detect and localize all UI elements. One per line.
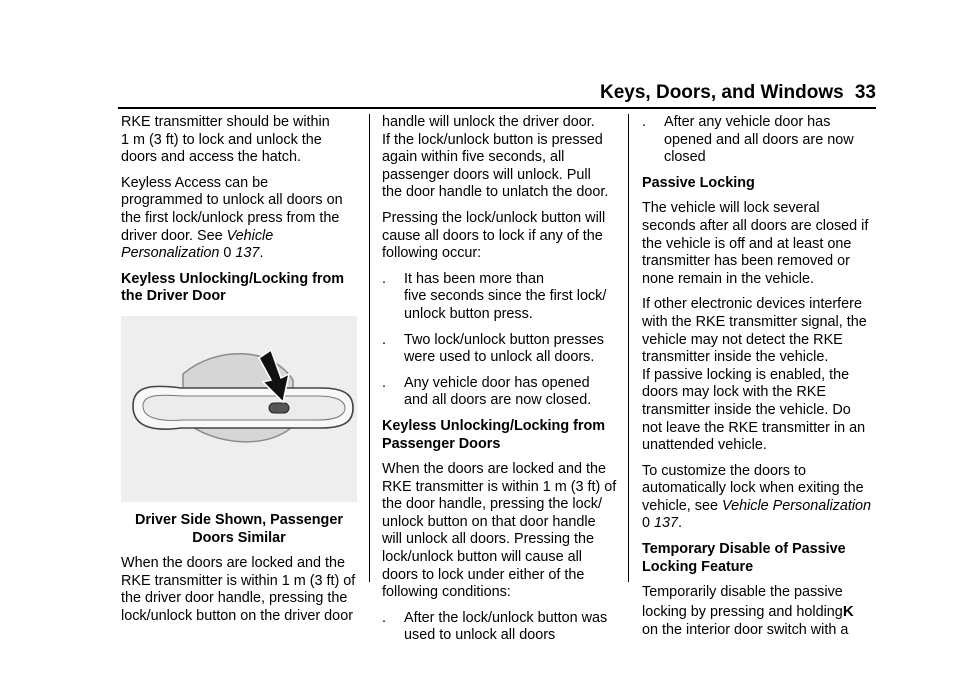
paragraph: Keyless Access can be programmed to unlock all doors on the first lock/unlock press from the driver door. See Vehicle Personalization 0 137. <box>121 174 343 262</box>
section-heading: Keyless Unlocking/Locking from the Driver Door <box>121 270 345 305</box>
paragraph: Pressing the lock/unlock button will cause all doors to lock if any of the following occur: <box>382 209 606 262</box>
bullet-marker: . <box>382 331 386 348</box>
header-rule <box>118 107 876 109</box>
bullet-marker: . <box>642 114 646 130</box>
column-divider-1 <box>369 114 370 582</box>
section-title: Keys, Doors, and Windows <box>600 82 844 103</box>
list-item: . After any vehicle door has opened and all doors are now closed <box>642 114 854 166</box>
paragraph: To customize the doors to automatically lock when exiting the vehicle, see Vehicle Personalization 0 137. <box>642 462 872 532</box>
page-number: 33 <box>854 82 876 103</box>
paragraph: Temporarily disable the passive locking by pressing and holdingK on the interior door switch with a <box>642 584 854 638</box>
bullet-marker: . <box>382 270 386 287</box>
cross-reference-link[interactable]: Vehicle Personalization <box>722 497 872 514</box>
cross-reference-link[interactable]: Vehicle <box>226 227 274 244</box>
column-divider-2 <box>628 114 629 582</box>
paragraph: handle will unlock the driver door. If the lock/unlock button is pressed again within five seconds, all passenger doors will unlock. Pull the door handle to unlatch the door. <box>382 114 609 201</box>
bullet-marker: . <box>382 374 386 391</box>
section-heading: Keyless Unlocking/Locking from Passenger Doors <box>382 417 606 452</box>
column-2 <box>382 114 617 653</box>
list-item: . It has been more than five seconds since the first lock/ unlock button press. <box>382 270 607 322</box>
page-reference-icon: 0 <box>642 515 651 532</box>
section-heading: Temporary Disable of Passive Locking Feature <box>642 541 846 575</box>
paragraph: RKE transmitter should be within 1 m (3 ft) to lock and unlock the doors and access the hatch. <box>121 114 330 166</box>
paragraph: When the doors are locked and the RKE transmitter is within 1 m (3 ft) of the driver door handle, pressing the lock/unlock button on the driver door <box>121 555 356 624</box>
bullet-marker: . <box>382 609 386 626</box>
cross-reference-link[interactable]: Personalization <box>121 245 220 262</box>
paragraph: If other electronic devices interfere with the RKE transmitter signal, the vehicle may not detect the RKE transmitter inside the vehicle. If passive locking is enabled, the doors may lock with the RKE transmitter inside the vehicle. Do not leave the RKE transmitter in an unattended vehicle. <box>642 296 867 454</box>
lock-icon: K <box>842 602 854 620</box>
column-1 <box>121 114 357 634</box>
page-header <box>600 82 876 106</box>
section-heading: Passive Locking <box>642 174 755 191</box>
list-item: . Two lock/unlock button presses were used to unlock all doors. <box>382 331 604 366</box>
figure-caption: Driver Side Shown, Passenger Doors Similar <box>135 511 343 546</box>
paragraph: The vehicle will lock several seconds after all doors are closed if the vehicle is off and at least one transmitter has been removed or none remain in the vehicle. <box>642 200 869 287</box>
column-3 <box>642 114 878 647</box>
list-item: . After the lock/unlock button was used to unlock all doors <box>382 609 608 644</box>
page-reference-icon: 0 <box>223 245 232 262</box>
page-reference[interactable]: 137 <box>654 515 679 532</box>
list-item: . Any vehicle door has opened and all doors are now closed. <box>382 374 592 409</box>
paragraph: When the doors are locked and the RKE transmitter is within 1 m (3 ft) of the door handle, pressing the lock/ unlock button on that door handle will unlock all doors. Pressing the lock/unlock button will cause all doors to lock under either of the following conditions: <box>382 461 617 601</box>
door-handle-illustration <box>121 316 357 502</box>
page-reference[interactable]: 137 <box>235 245 260 262</box>
